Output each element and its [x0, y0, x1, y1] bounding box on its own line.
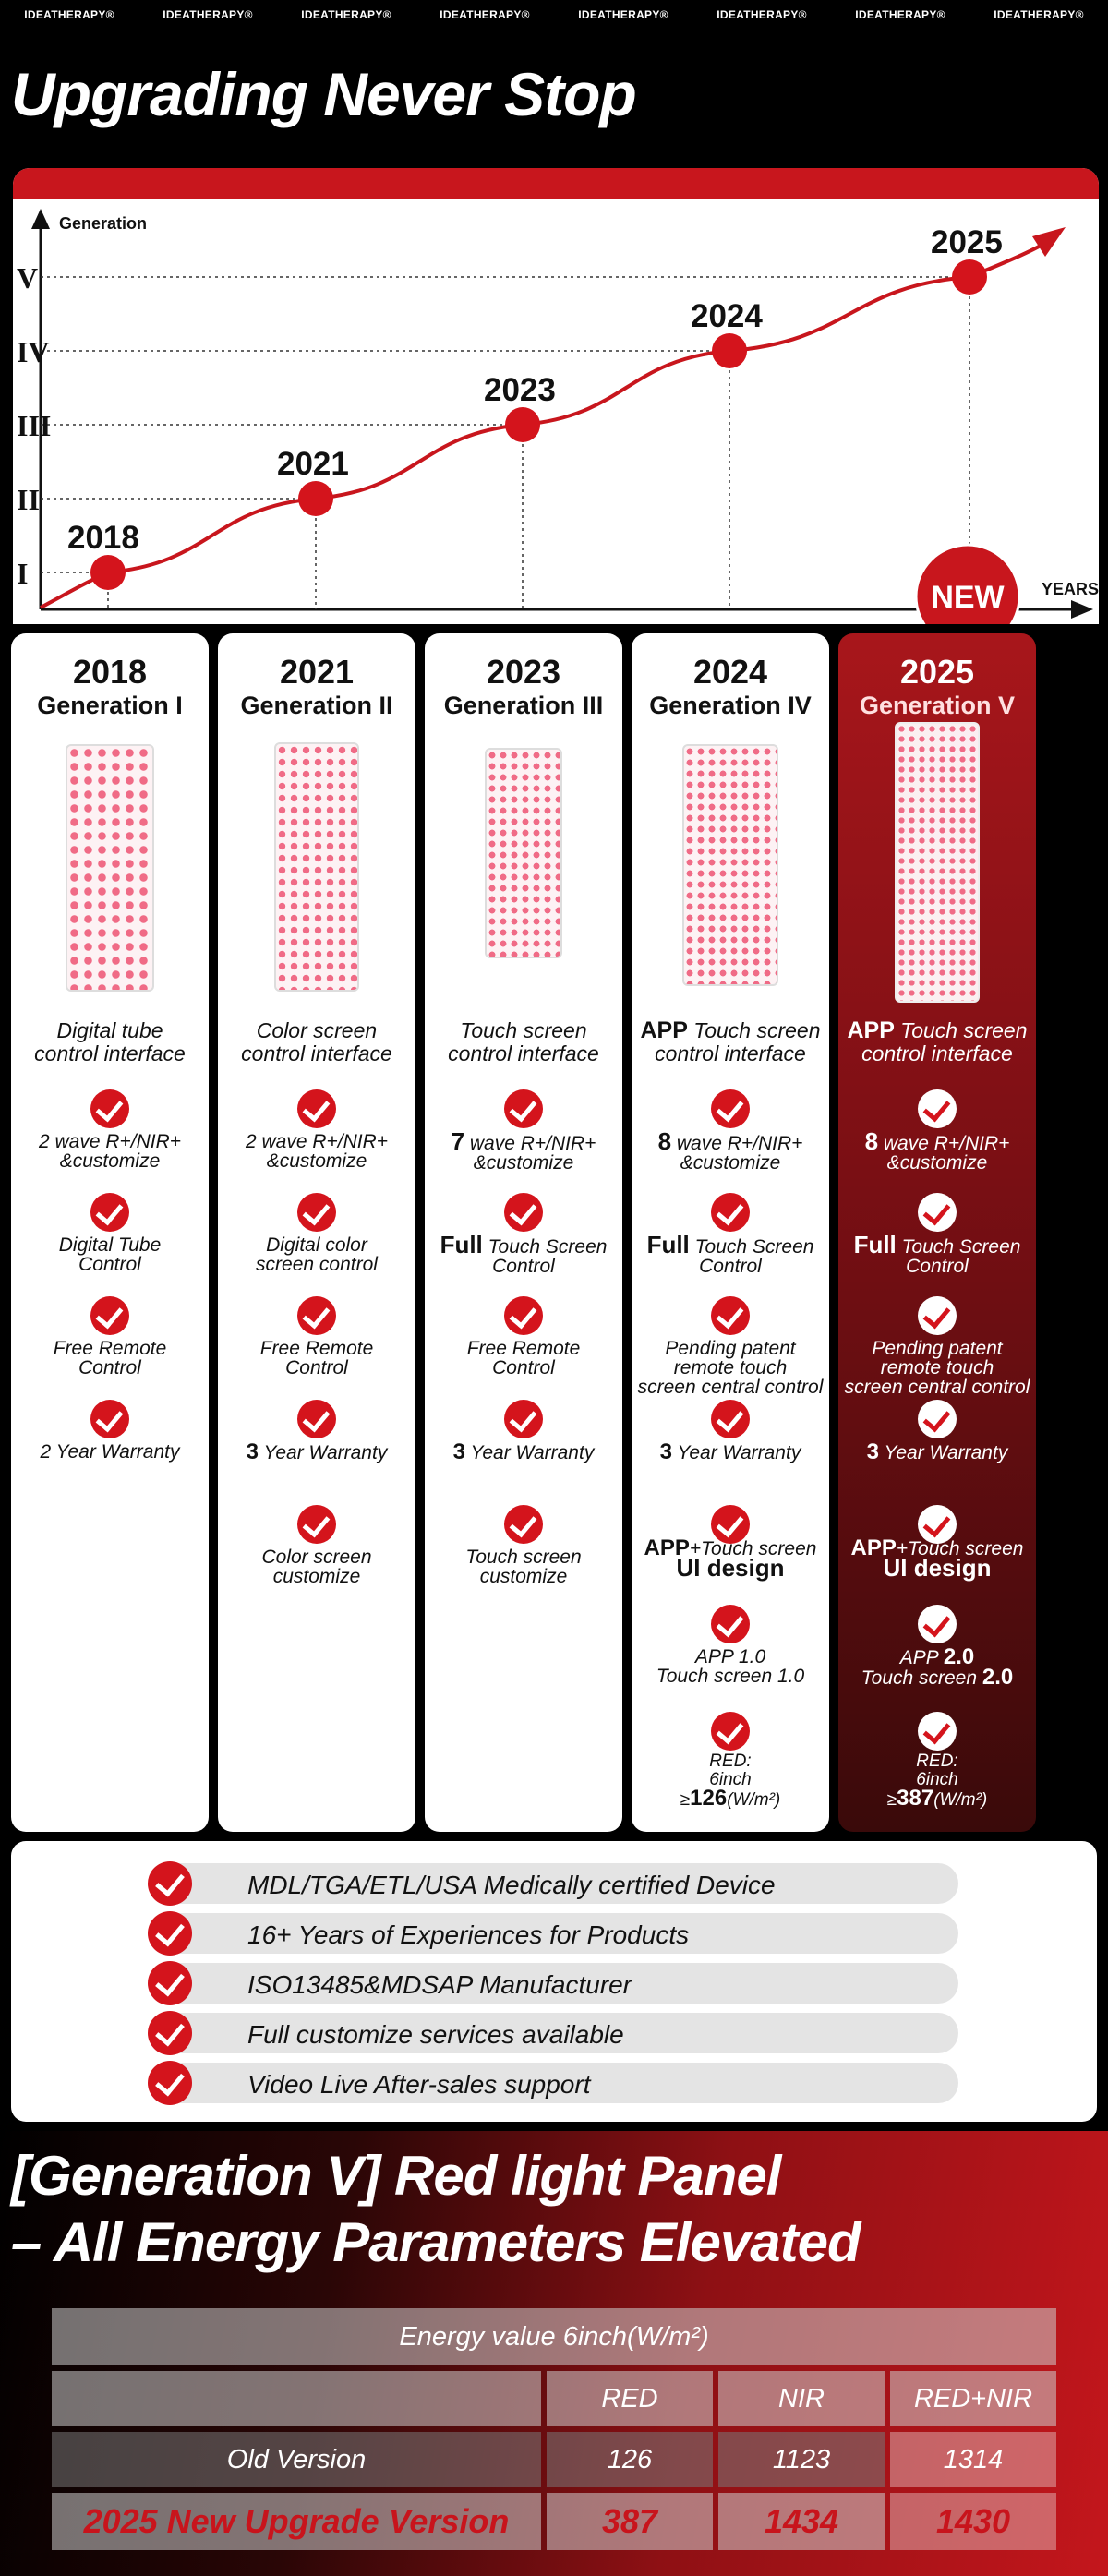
check-icon — [918, 1712, 957, 1751]
generation-card — [11, 633, 209, 1832]
generation-year: 2023 — [486, 653, 561, 691]
control-bold: Full — [646, 1231, 690, 1258]
brand-logo: IDEATHERAPY® — [578, 8, 668, 21]
year-point — [505, 407, 540, 442]
table-row-label: Old Version — [52, 2432, 541, 2487]
remote-line: Free Remote — [259, 1338, 374, 1359]
cert-item — [159, 2063, 958, 2103]
control-line: Digital Tube — [58, 1234, 162, 1256]
cert-item — [159, 1913, 958, 1954]
generation-year: 2025 — [899, 653, 975, 691]
generation-name: Generation III — [443, 692, 604, 719]
interface-line: control interface — [861, 1041, 1013, 1065]
touch-version: 2.0 — [982, 1665, 1014, 1690]
check-icon — [297, 1505, 336, 1544]
interface-line: Touch screen — [460, 1018, 587, 1042]
red-value: 126 — [690, 1786, 728, 1811]
section-title-line1: [Generation V] Red light Panel — [11, 2145, 781, 2207]
remote-line: Free Remote — [53, 1338, 167, 1359]
page-title: Upgrading Never Stop — [11, 60, 636, 128]
interface-line: control interface — [241, 1041, 392, 1065]
year-point-label: 2018 — [67, 520, 139, 556]
year-point-label: 2024 — [691, 298, 763, 334]
warranty-text: Year Warranty — [677, 1442, 801, 1463]
level-label: III — [17, 409, 52, 442]
wave-feature — [838, 1127, 1036, 1174]
wave-feature — [425, 1127, 622, 1174]
brand-logo: IDEATHERAPY® — [994, 8, 1084, 21]
cert-item — [159, 2013, 958, 2053]
warranty-text: Year Warranty — [263, 1442, 388, 1463]
check-icon — [711, 1605, 750, 1643]
check-icon — [918, 1605, 957, 1643]
remote-feature — [11, 1339, 209, 1378]
customize-line: customize — [479, 1566, 568, 1587]
check-icon — [711, 1400, 750, 1438]
check-icon — [918, 1296, 957, 1335]
wave-text: wave R+/NIR+ — [261, 1131, 389, 1152]
wave-feature — [11, 1132, 209, 1171]
check-icon — [504, 1296, 543, 1335]
curve-arrowhead — [1032, 227, 1066, 257]
red-size: 6inch — [916, 1770, 958, 1789]
table-header-cell: RED — [547, 2371, 713, 2426]
brand-strip — [0, 0, 1108, 30]
table-cell: 1314 — [890, 2432, 1056, 2487]
app-version: 2.0 — [943, 1644, 975, 1669]
check-icon — [148, 2011, 192, 2055]
check-icon — [90, 1089, 129, 1128]
wave-feature — [218, 1132, 416, 1171]
table-cell: 1430 — [890, 2493, 1056, 2550]
control-bold: Full — [853, 1231, 897, 1258]
warranty-feature — [218, 1439, 416, 1464]
table-cell: 126 — [547, 2432, 713, 2487]
red-energy-feature — [632, 1752, 829, 1810]
check-icon — [148, 1961, 192, 2005]
wave-feature — [632, 1127, 829, 1174]
cert-text: Full customize services available — [247, 2020, 624, 2049]
cert-item — [159, 1963, 958, 2004]
generation-name: Generation IV — [649, 692, 812, 719]
timeline-chart-card — [13, 168, 1099, 624]
app-ui-feature — [838, 1535, 1036, 1582]
customize-line: Color screen — [261, 1547, 372, 1568]
remote-line: Control — [285, 1357, 348, 1378]
remote-line: Control — [78, 1357, 141, 1378]
check-icon — [297, 1089, 336, 1128]
interface-line: control interface — [655, 1041, 806, 1065]
control-line: Touch Screen — [901, 1236, 1021, 1258]
customize-feature — [218, 1547, 416, 1586]
warranty-feature — [838, 1439, 1036, 1464]
control-line: Digital color — [266, 1234, 367, 1256]
wave-count: 7 — [451, 1127, 465, 1155]
level-label: I — [17, 557, 29, 590]
control-line: Control — [906, 1256, 969, 1277]
table-header-cell: RED+NIR — [890, 2371, 1056, 2426]
remote-line: Pending patent — [665, 1338, 796, 1359]
touch-version-label: Touch screen — [861, 1667, 982, 1689]
x-axis-label: YEARS — [1042, 580, 1099, 598]
remote-line: Control — [492, 1357, 555, 1378]
red-energy-feature — [838, 1752, 1036, 1810]
warranty-text: Year Warranty — [884, 1442, 1008, 1463]
section-title-line2: – All Energy Parameters Elevated — [11, 2211, 861, 2273]
check-icon — [90, 1296, 129, 1335]
app-version-feature — [632, 1647, 829, 1686]
level-label: IV — [17, 335, 50, 368]
control-feature — [632, 1231, 829, 1277]
generation-year: 2021 — [279, 653, 355, 691]
remote-line: remote touch — [880, 1357, 994, 1378]
energy-section — [0, 2131, 1108, 2576]
interface-bold: APP — [640, 1017, 688, 1043]
year-point — [298, 481, 333, 516]
remote-line: remote touch — [673, 1357, 788, 1378]
check-icon — [297, 1400, 336, 1438]
year-point-label: 2023 — [484, 372, 556, 408]
product-panel-image — [66, 744, 154, 992]
x-axis-arrow — [1071, 600, 1093, 619]
app-plus: +Touch screen — [689, 1538, 817, 1559]
control-line: Control — [699, 1256, 762, 1277]
customize-line: customize — [272, 1566, 361, 1587]
red-prefix: ≥ — [886, 1790, 897, 1810]
control-line: screen control — [256, 1254, 378, 1275]
remote-feature — [632, 1339, 829, 1397]
app-version: 1.0 — [738, 1646, 766, 1667]
warranty-feature — [11, 1442, 209, 1462]
cert-text: Video Live After-sales support — [247, 2070, 591, 2099]
interface-line: Touch screen — [900, 1018, 1028, 1042]
generation-card — [218, 633, 416, 1832]
generation-card — [838, 633, 1036, 1832]
red-label: RED: — [916, 1751, 958, 1771]
generation-year: 2024 — [692, 653, 768, 691]
interface-line: Color screen — [256, 1018, 378, 1042]
remote-line: screen central control — [637, 1377, 824, 1398]
check-icon — [297, 1296, 336, 1335]
wave-text: wave R+/NIR+ — [469, 1133, 596, 1154]
warranty-years: 3 — [246, 1439, 259, 1464]
check-icon — [918, 1400, 957, 1438]
control-feature — [218, 1235, 416, 1274]
brand-logo: IDEATHERAPY® — [717, 8, 807, 21]
wave-text2: &customize — [59, 1150, 161, 1172]
table-cell: 387 — [547, 2493, 713, 2550]
check-icon — [148, 2061, 192, 2105]
red-unit: (W/m²) — [727, 1790, 781, 1810]
check-icon — [918, 1089, 957, 1128]
year-point — [90, 555, 126, 590]
control-bold: Full — [440, 1231, 483, 1258]
control-line: Touch Screen — [694, 1236, 814, 1258]
warranty-feature — [425, 1439, 622, 1464]
app-ui-feature — [632, 1535, 829, 1582]
red-value: 387 — [897, 1786, 934, 1811]
check-icon — [918, 1193, 957, 1232]
warranty-years: 2 — [40, 1441, 52, 1463]
check-icon — [711, 1296, 750, 1335]
wave-count: 2 — [38, 1131, 50, 1152]
touch-version-label: Touch screen — [656, 1666, 777, 1687]
cert-item — [159, 1863, 958, 1904]
year-point-label: 2025 — [931, 224, 1003, 260]
table-cell: 1434 — [718, 2493, 885, 2550]
wave-text: wave R+/NIR+ — [883, 1133, 1010, 1154]
year-point — [712, 333, 747, 368]
brand-logo: IDEATHERAPY® — [440, 8, 530, 21]
check-icon — [148, 1911, 192, 1956]
generation-name: Generation II — [240, 692, 393, 719]
ui-design: UI design — [676, 1554, 785, 1582]
touch-version: 1.0 — [777, 1666, 805, 1687]
red-size: 6inch — [709, 1770, 752, 1789]
cert-text: 16+ Years of Experiences for Products — [247, 1920, 690, 1949]
check-icon — [90, 1193, 129, 1232]
brand-logo: IDEATHERAPY® — [301, 8, 391, 21]
cert-text: ISO13485&MDSAP Manufacturer — [247, 1970, 632, 1999]
customize-line: Touch screen — [465, 1547, 582, 1568]
app-version-feature — [838, 1644, 1036, 1690]
year-point-label: 2021 — [277, 446, 349, 482]
table-cell: 1123 — [718, 2432, 885, 2487]
check-icon — [711, 1193, 750, 1232]
generation-card — [425, 633, 622, 1832]
remote-feature — [218, 1339, 416, 1378]
app-label: APP — [850, 1535, 897, 1560]
y-axis-label: Generation — [59, 214, 148, 233]
warranty-feature — [632, 1439, 829, 1464]
app-label: APP — [644, 1535, 690, 1560]
generation-year: 2018 — [72, 653, 148, 691]
product-panel-image — [485, 748, 562, 958]
check-icon — [504, 1089, 543, 1128]
control-feature — [11, 1235, 209, 1274]
wave-text2: &customize — [680, 1152, 781, 1174]
wave-count: 8 — [864, 1127, 879, 1155]
interface-line: Digital tube — [56, 1018, 163, 1042]
check-icon — [711, 1089, 750, 1128]
interface-feature — [838, 1019, 1036, 1065]
table-row-label: 2025 New Upgrade Version — [52, 2493, 541, 2550]
table-header-cell: NIR — [718, 2371, 885, 2426]
app-version-label: APP — [694, 1646, 739, 1667]
red-unit: (W/m²) — [933, 1790, 988, 1810]
check-icon — [504, 1505, 543, 1544]
product-panel-image — [274, 742, 359, 992]
year-point — [952, 259, 987, 295]
ui-design: UI design — [883, 1554, 992, 1582]
app-version-label: APP — [899, 1647, 944, 1668]
interface-feature — [218, 1019, 416, 1065]
wave-text2: &customize — [266, 1150, 367, 1172]
table-caption: Energy value 6inch(W/m²) — [52, 2308, 1056, 2365]
brand-logo: IDEATHERAPY® — [163, 8, 253, 21]
cert-text: MDL/TGA/ETL/USA Medically certified Device — [247, 1871, 776, 1899]
warranty-years: 3 — [866, 1439, 880, 1464]
generation-card — [632, 633, 829, 1832]
interface-line: control interface — [34, 1041, 186, 1065]
product-panel-image — [895, 722, 980, 1003]
wave-text: wave R+/NIR+ — [676, 1133, 803, 1154]
check-icon — [90, 1400, 129, 1438]
app-plus: +Touch screen — [896, 1538, 1024, 1559]
warranty-text: Year Warranty — [470, 1442, 595, 1463]
interface-line: Touch screen — [693, 1018, 821, 1042]
red-prefix: ≥ — [680, 1790, 691, 1810]
customize-feature — [425, 1547, 622, 1586]
control-feature — [425, 1231, 622, 1277]
check-icon — [148, 1861, 192, 1906]
wave-count: 2 — [245, 1131, 257, 1152]
warranty-years: 3 — [452, 1439, 466, 1464]
warranty-years: 3 — [659, 1439, 673, 1464]
remote-line: screen central control — [844, 1377, 1030, 1398]
control-line: Control — [78, 1254, 141, 1275]
red-label: RED: — [709, 1751, 752, 1771]
generation-name: Generation I — [37, 692, 183, 719]
brand-logo: IDEATHERAPY® — [855, 8, 945, 21]
control-line: Control — [492, 1256, 555, 1277]
interface-feature — [11, 1019, 209, 1065]
interface-feature — [632, 1019, 829, 1065]
interface-feature — [425, 1019, 622, 1065]
remote-line: Pending patent — [872, 1338, 1003, 1359]
wave-text2: &customize — [886, 1152, 988, 1174]
wave-text2: &customize — [473, 1152, 574, 1174]
remote-feature — [838, 1339, 1036, 1397]
remote-feature — [425, 1339, 622, 1378]
timeline-chart — [13, 168, 1099, 624]
table-header-cell — [52, 2371, 541, 2426]
certification-list — [11, 1841, 1097, 2122]
check-icon — [504, 1400, 543, 1438]
check-icon — [297, 1193, 336, 1232]
check-icon — [504, 1193, 543, 1232]
y-axis-arrow — [31, 209, 50, 229]
check-icon — [711, 1712, 750, 1751]
level-label: II — [17, 483, 40, 516]
remote-line: Free Remote — [466, 1338, 581, 1359]
generation-name: Generation V — [859, 692, 1016, 719]
wave-text: wave R+/NIR+ — [54, 1131, 182, 1152]
warranty-text: Year Warranty — [55, 1441, 180, 1463]
brand-logo: IDEATHERAPY® — [24, 8, 114, 21]
wave-count: 8 — [657, 1127, 672, 1155]
product-panel-image — [682, 744, 778, 986]
interface-line: control interface — [448, 1041, 599, 1065]
interface-bold: APP — [847, 1017, 895, 1043]
control-feature — [838, 1231, 1036, 1277]
control-line: Touch Screen — [488, 1236, 608, 1258]
new-badge-label: NEW — [931, 580, 1005, 615]
level-label: V — [17, 261, 39, 295]
